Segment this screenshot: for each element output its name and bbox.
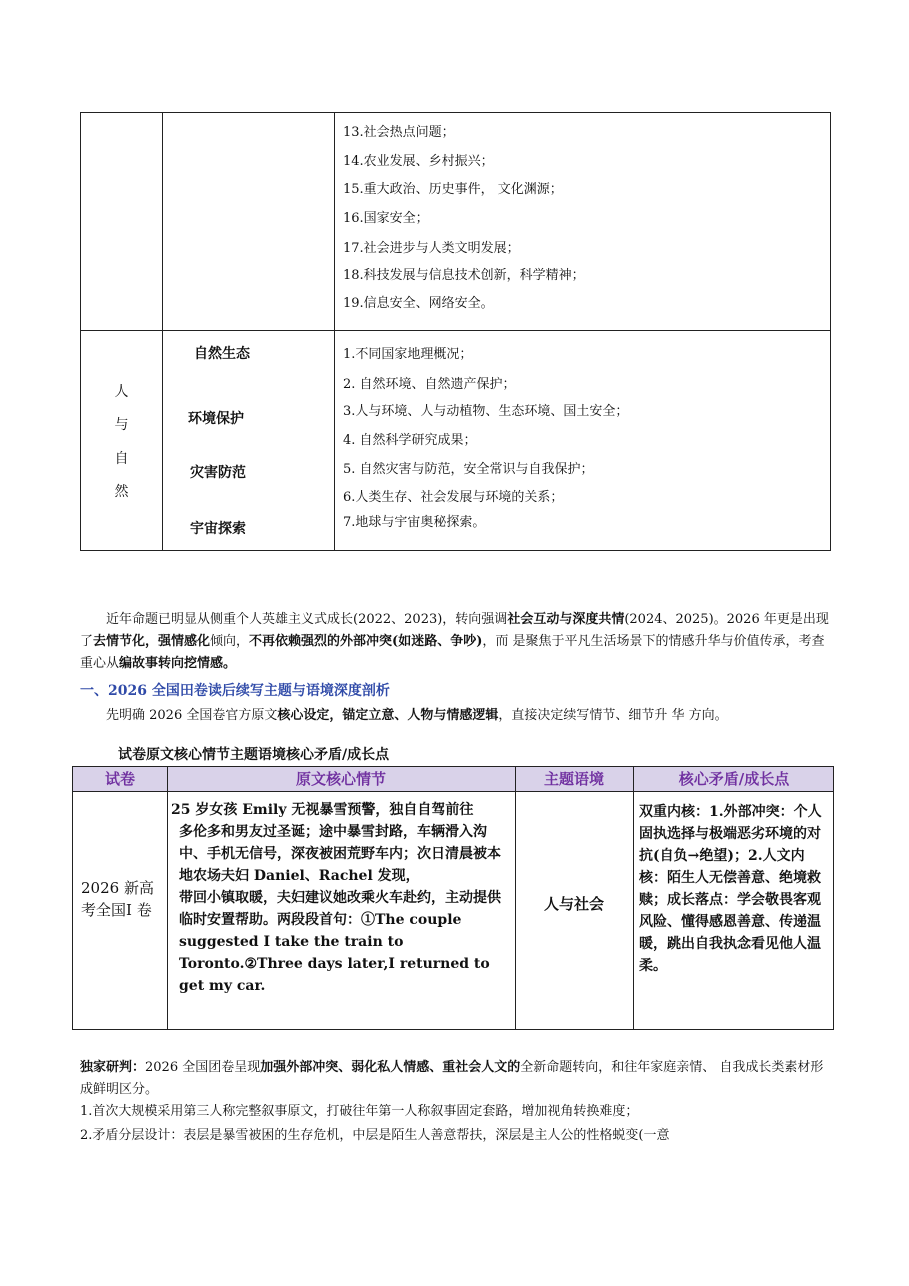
list-item: 7.地球与宇宙奥秘探索。 <box>343 515 486 530</box>
plot-line: 多伦多和男友过圣诞；途中暴雪封路，车辆滑入沟中、手机无信号，深夜被困荒野车内；次日清晨被本地农场夫妇 Daniel、Rachel 发现， <box>179 824 501 884</box>
subtheme-label: 宇宙探索 <box>190 521 246 537</box>
category-char: 自 <box>114 451 129 467</box>
table-divider <box>81 330 830 331</box>
analysis-point: 2.矛盾分层设计：表层是暴雪被困的生存危机，中层是陌生人善意帮扶，深层是主人公的性格蜕变(一意 <box>80 1128 670 1143</box>
analysis-label: 独家研判： <box>80 1060 146 1075</box>
plot-line: 25 岁女孩 Emily 无视暴雪预警，独自自驾前往 <box>171 802 474 818</box>
emphasis-text: 去情节化，强情感化 <box>93 634 211 649</box>
emphasis-text: 社会互动与深度共情 <box>507 612 625 627</box>
category-char: 与 <box>114 417 129 433</box>
list-item: 13.社会热点问题； <box>343 125 455 140</box>
emphasis-text: 核心设定，锚定立意、人物与情感逻辑 <box>277 708 499 723</box>
emphasis-text: 编故事转向挖情感。 <box>119 656 237 671</box>
theme-table <box>80 112 831 551</box>
analysis-point: 1.首次大规模采用第三人称完整叙事原文，打破往年第一人称叙事固定套路，增加视角转换难度； <box>80 1104 639 1119</box>
column-header: 试卷 <box>104 770 135 788</box>
list-item: 16.国家安全； <box>343 211 429 226</box>
emphasis-text: 加强外部冲突、弱化私人情感、重社会人文的 <box>260 1060 521 1075</box>
column-header: 原文核心情节 <box>295 770 386 788</box>
analysis-text: 全新命题转向，和往年家庭亲情、 自我成长类素材形成鲜明区分。 <box>80 1060 824 1097</box>
list-item: 18.科技发展与信息技术创新，科学精神； <box>343 268 585 283</box>
intro-text: ，而 是聚焦于平凡生活场景下的情感升华与价值传承，考查重心从 <box>80 634 825 671</box>
emphasis-text: 不再依赖强烈的外部冲突(如迷路、争吵) <box>249 634 483 649</box>
list-item: 1.不同国家地理概况； <box>343 347 473 362</box>
list-item: 5. 自然灾害与防范，安全常识与自我保护； <box>343 462 594 477</box>
context-cell: 人与社会 <box>543 895 604 913</box>
category-char: 然 <box>114 484 129 500</box>
analysis-text: 2026 全国团卷呈现 <box>145 1060 261 1075</box>
section-text: 先明确 2026 全国卷官方原文 <box>106 708 278 723</box>
analysis-paragraph <box>80 1057 832 1101</box>
table-caption: 试卷原文核心情节主题语境核心矛盾/成长点 <box>118 747 390 763</box>
column-header: 主题语境 <box>543 770 604 788</box>
plot-cell <box>171 799 509 997</box>
section-paragraph <box>80 705 832 727</box>
exam-table <box>72 766 834 1030</box>
plot-line: 带回小镇取暖，夫妇建议她改乘火车赴约，主动提供临时安置帮助。两段段首句：①The couple suggested I take the train to Toronto.②Three days later,I returned to get my car. <box>179 890 501 994</box>
intro-paragraph <box>80 609 832 675</box>
paper-cell: 2026 新高 考全国I 卷 <box>81 879 154 919</box>
intro-text: 近年命题已明显从侧重个人英雄主义式成长(2022、2023)，转向强调 <box>106 612 508 627</box>
table-divider <box>633 767 634 1029</box>
category-char: 人 <box>114 384 129 400</box>
list-item: 19.信息安全、网络安全。 <box>343 296 494 311</box>
table-divider <box>73 791 833 792</box>
column-header: 核心矛盾/成长点 <box>678 770 790 788</box>
table-divider <box>334 113 335 550</box>
subtheme-label: 环境保护 <box>188 411 244 427</box>
section-text: ，直接决定续写情节、细节升 华 方向。 <box>498 708 728 723</box>
list-item: 4. 自然科学研究成果； <box>343 433 477 448</box>
subtheme-label: 自然生态 <box>194 346 250 362</box>
table-divider <box>162 113 163 550</box>
list-item: 15.重大政治、历史事件， 文化渊源； <box>343 182 563 197</box>
list-item: 17.社会进步与人类文明发展； <box>343 241 520 256</box>
intro-text: 倾向， <box>210 634 250 649</box>
list-item: 6.人类生存、社会发展与环境的关系； <box>343 490 564 505</box>
list-item: 14.农业发展、乡村振兴； <box>343 154 494 169</box>
subtheme-label: 灾害防范 <box>190 465 246 481</box>
section-heading: 一、2026 全国田卷读后续写主题与语境深度剖析 <box>80 683 390 699</box>
list-item: 3.人与环境、人与动植物、生态环境、国土安全； <box>343 404 629 419</box>
intro-text: (2024、2025)。2026 年更是出现了 <box>80 612 829 649</box>
table-divider <box>167 767 168 1029</box>
list-item: 2. 自然环境、自然遗产保护； <box>343 377 516 392</box>
growth-cell: 双重内核：1.外部冲突：个人固执选择与极端恶劣环境的对抗(自负→绝望)；2.人文内核：陌生人无偿善意、绝境救赎；成长落点：学会敬畏客观风险、懂得感恩善意、传递温暖，跳出自我执念看见他人温柔。 <box>639 804 822 974</box>
